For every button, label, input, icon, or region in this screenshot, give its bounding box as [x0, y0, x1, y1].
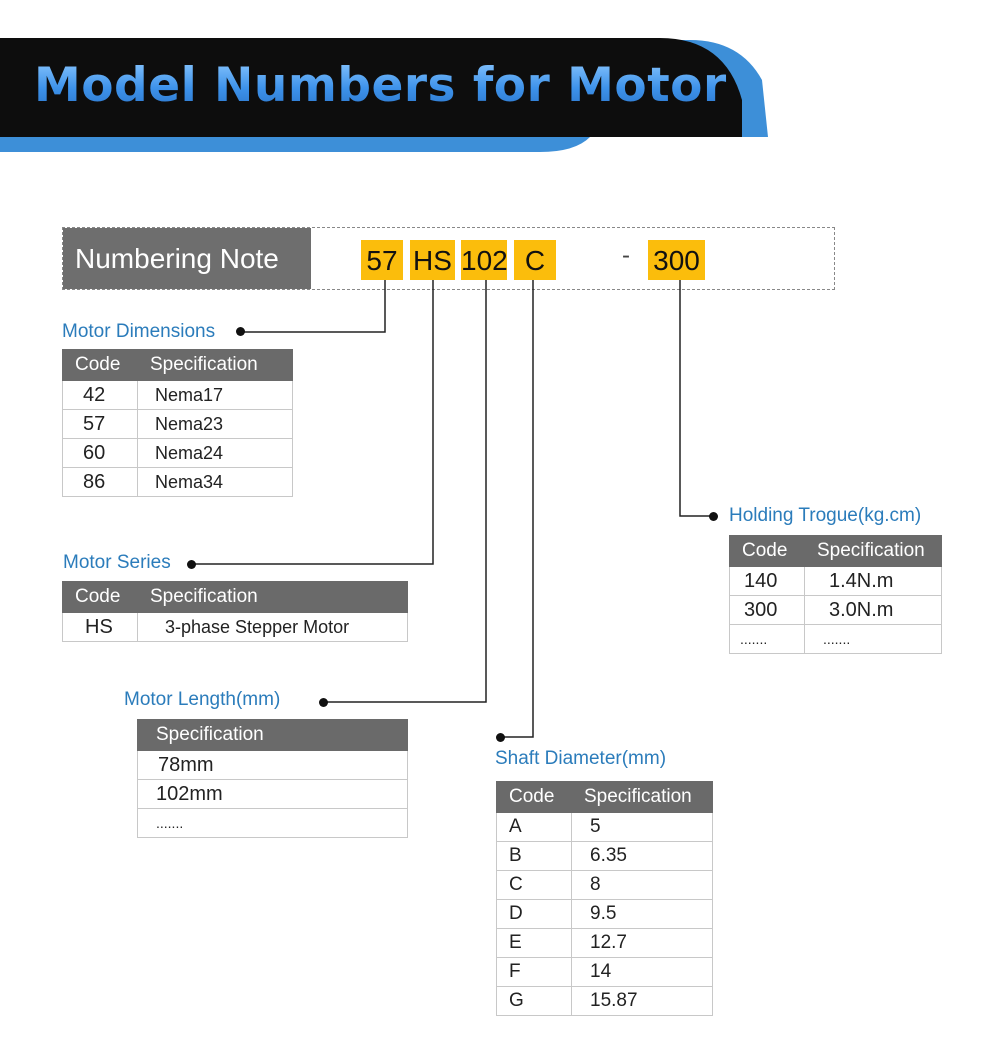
- connector-dot: [709, 512, 718, 521]
- table-row: [497, 842, 713, 871]
- table-cell: Nema34: [138, 468, 293, 497]
- table-cell: .......: [138, 809, 408, 838]
- table-cell: 6.35: [572, 842, 713, 871]
- connector-shaft: [501, 280, 533, 737]
- table-cell: 5: [572, 813, 713, 842]
- column-header: Specification: [805, 536, 942, 567]
- table-row: [730, 625, 942, 654]
- table-cell: 140: [730, 567, 805, 596]
- table-row: [730, 567, 942, 596]
- table-cell: Nema17: [138, 381, 293, 410]
- table-cell: 14: [572, 958, 713, 987]
- motor-series-table: [62, 581, 408, 642]
- column-header: Code: [63, 350, 138, 381]
- table-row: [63, 613, 408, 642]
- column-header: Code: [497, 782, 572, 813]
- motor-dimensions-heading: Motor Dimensions: [62, 321, 216, 342]
- holding-torque-table: [729, 535, 942, 654]
- motor-series-heading: Motor Series: [63, 552, 171, 573]
- table-row: [497, 929, 713, 958]
- column-header: Code: [730, 536, 805, 567]
- motor-length-table: [137, 719, 408, 838]
- table-cell: G: [497, 987, 572, 1016]
- table-cell: 9.5: [572, 900, 713, 929]
- table-cell: 86: [63, 468, 138, 497]
- table-cell: 102mm: [138, 780, 408, 809]
- column-header: Specification: [138, 582, 408, 613]
- table-row: [497, 900, 713, 929]
- table-row: [730, 596, 942, 625]
- table-row: [63, 439, 293, 468]
- motor-dimensions-table: [62, 349, 293, 497]
- table-row: [63, 468, 293, 497]
- connector-dimensions: [242, 280, 385, 332]
- shaft-diameter-table: [496, 781, 713, 1016]
- code-separator: -: [622, 242, 630, 269]
- table-row: [63, 410, 293, 439]
- shaft-diameter-heading: Shaft Diameter(mm): [495, 748, 667, 769]
- table-cell: E: [497, 929, 572, 958]
- table-cell: .......: [730, 625, 805, 654]
- table-cell: 3-phase Stepper Motor: [138, 613, 408, 642]
- table-cell: .......: [805, 625, 942, 654]
- connector-torque: [680, 280, 714, 516]
- table-cell: C: [497, 871, 572, 900]
- code-box-length: 102: [461, 240, 507, 280]
- table-row: [497, 987, 713, 1016]
- table-cell: 15.87: [572, 987, 713, 1016]
- connector-dot: [236, 327, 245, 336]
- table-row: [138, 751, 408, 780]
- code-box-series: HS: [410, 240, 455, 280]
- code-box-dimensions: 57: [361, 240, 403, 280]
- table-cell: 1.4N.m: [805, 567, 942, 596]
- column-header: Code: [63, 582, 138, 613]
- table-cell: 57: [63, 410, 138, 439]
- table-cell: 60: [63, 439, 138, 468]
- column-header: Specification: [138, 720, 408, 751]
- table-cell: F: [497, 958, 572, 987]
- table-row: [138, 780, 408, 809]
- table-cell: 42: [63, 381, 138, 410]
- table-row: [497, 813, 713, 842]
- connector-dot: [496, 733, 505, 742]
- connector-dot: [187, 560, 196, 569]
- table-row: [497, 958, 713, 987]
- code-box-shaft: C: [514, 240, 556, 280]
- table-cell: HS: [63, 613, 138, 642]
- connector-dot: [319, 698, 328, 707]
- table-cell: Nema23: [138, 410, 293, 439]
- numbering-note-label: Numbering Note: [63, 228, 311, 289]
- table-cell: 300: [730, 596, 805, 625]
- holding-torque-heading: Holding Trogue(kg.cm): [729, 505, 922, 526]
- table-cell: A: [497, 813, 572, 842]
- table-cell: 3.0N.m: [805, 596, 942, 625]
- table-cell: 12.7: [572, 929, 713, 958]
- table-row: [63, 381, 293, 410]
- table-row: [138, 809, 408, 838]
- table-cell: 78mm: [138, 751, 408, 780]
- column-header: Specification: [572, 782, 713, 813]
- table-row: [497, 871, 713, 900]
- table-cell: D: [497, 900, 572, 929]
- column-header: Specification: [138, 350, 293, 381]
- code-box-torque: 300: [648, 240, 705, 280]
- table-cell: 8: [572, 871, 713, 900]
- motor-length-heading: Motor Length(mm): [124, 689, 281, 710]
- table-cell: Nema24: [138, 439, 293, 468]
- page-title: Model Numbers for Motor: [34, 58, 727, 113]
- table-cell: B: [497, 842, 572, 871]
